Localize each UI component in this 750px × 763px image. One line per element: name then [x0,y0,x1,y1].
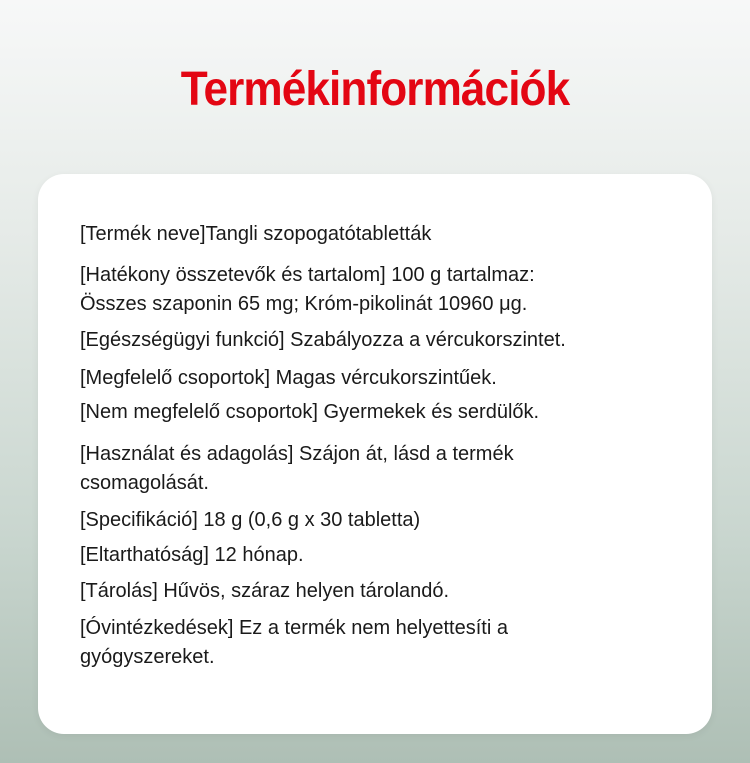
info-shelf-life [80,541,700,570]
info-product-name [80,220,700,249]
info-line: [Megfelelő csoportok] Magas vércukorszintűek. [80,367,497,389]
info-line: Összes szaponin 65 mg; Króm-pikolinát 10960 μg. [80,293,528,315]
info-health-function [80,326,700,355]
info-specification [80,506,700,535]
info-line: [Tárolás] Hűvös, száraz helyen tárolandó. [80,580,450,602]
info-unsuitable-groups [80,398,700,427]
info-line: csomagolását. [80,472,209,494]
page-title: Termékinformációk [180,63,570,116]
info-line: [Hatékony összetevők és tartalom] 100 g tartalmaz: [80,264,535,286]
info-line: [Eltarthatóság] 12 hónap. [80,544,304,566]
info-line: [Egészségügyi funkció] Szabályozza a vércukorszintet. [80,329,566,351]
info-precautions [80,614,700,672]
info-line: [Óvintézkedések] Ez a termék nem helyettesíti a [80,617,508,639]
info-line: [Használat és adagolás] Szájon át, lásd a termék [80,443,514,465]
info-usage-dosage [80,440,700,498]
info-line: gyógyszereket. [80,646,215,668]
info-line: [Termék neve]Tangli szopogatótabletták [80,223,432,245]
info-suitable-groups [80,364,700,393]
info-storage [80,577,700,606]
info-line: [Specifikáció] 18 g (0,6 g x 30 tabletta) [80,509,421,531]
info-line: [Nem megfelelő csoportok] Gyermekek és serdülők. [80,401,540,423]
info-ingredients [80,261,700,319]
